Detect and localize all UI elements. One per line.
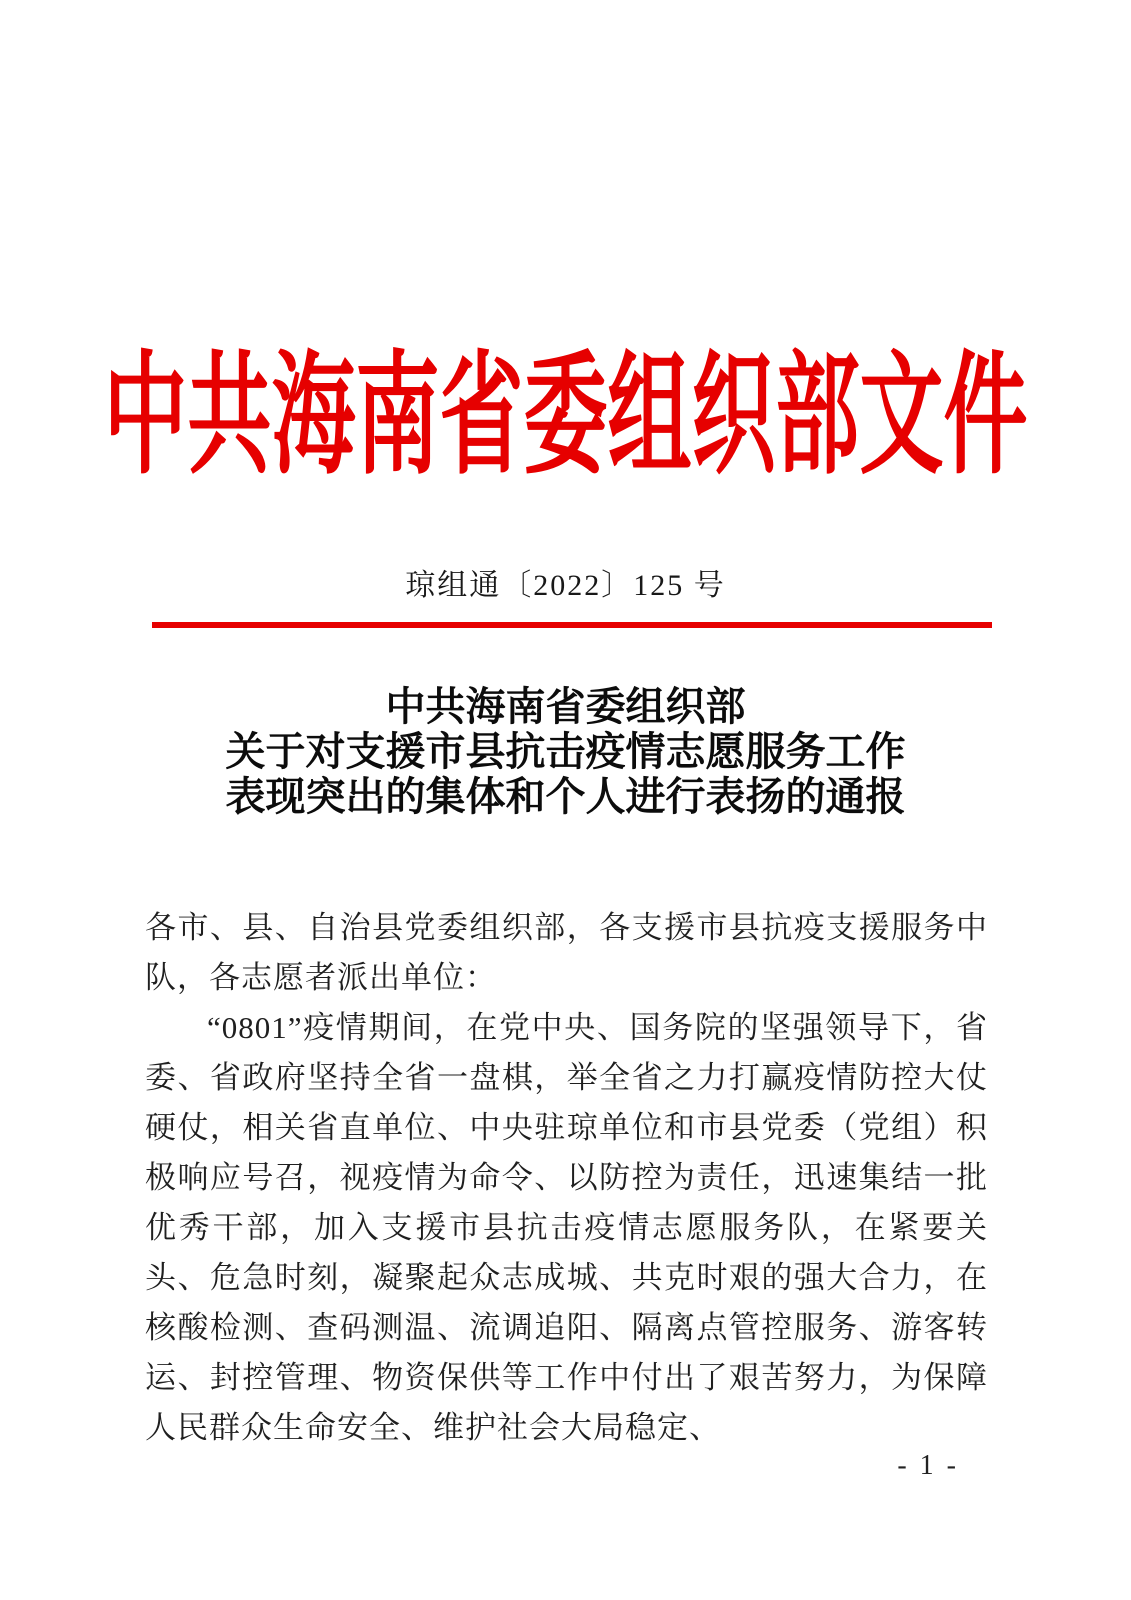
masthead-title: 中共海南省委组织部文件 [103,344,1028,492]
page-number: - 1 - [897,1450,959,1481]
document-title-line-1: 中共海南省委组织部 [385,684,746,729]
salutation-paragraph: 各市、县、自治县党委组织部，各支援市县抗疫支援服务中队，各志愿者派出单位： [145,910,988,995]
document-title-line-3: 表现突出的集体和个人进行表扬的通报 [225,774,906,819]
red-divider-rule [152,622,992,628]
document-number: 琼组通〔2022〕125 号 [405,569,726,602]
document-body [145,903,988,1453]
body-paragraph-1: “0801”疫情期间，在党中央、国务院的坚强领导下，省委、省政府坚持全省一盘棋，举全省之力打赢疫情防控大仗硬仗，相关省直单位、中央驻琼单位和市县党委（党组）积极响应号召，视疫情为命令、以防控为责任，迅速集结一批优秀干部，加入支援市县抗击疫情志愿服务队，在紧要关头、危急时刻，凝聚起众志成城、共克时艰的强大合力，在核酸检测、查码测温、流调追阳、隔离点管控服务、游客转运、封控管理、物资保供等工作中付出了艰苦努力，为保障人民群众生命安全、维护社会大局稳定、 [145,1010,988,1445]
document-title [0,684,1131,819]
document-title-line-2: 关于对支援市县抗击疫情志愿服务工作 [225,729,906,774]
